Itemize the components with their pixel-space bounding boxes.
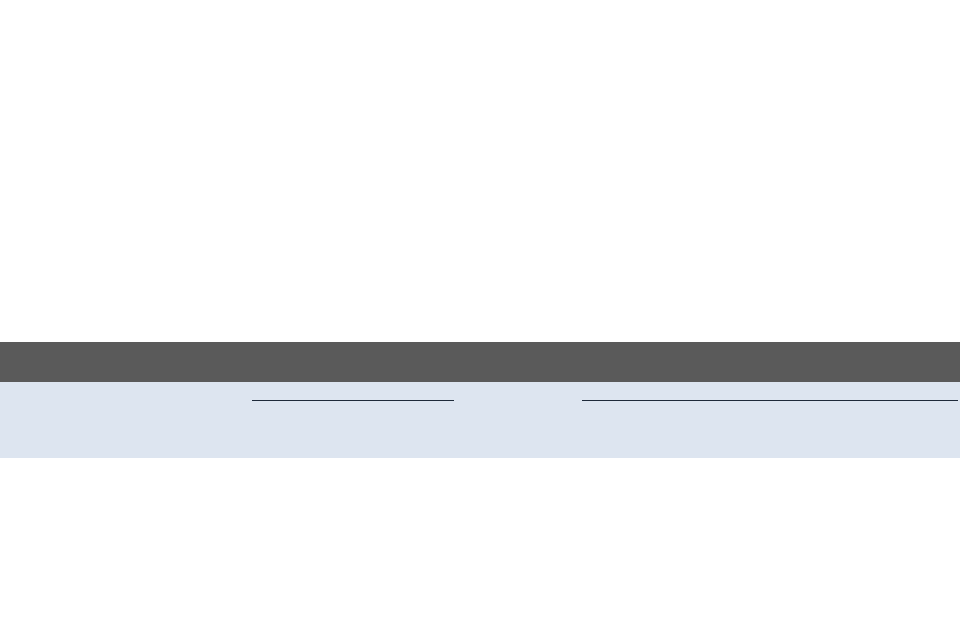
header-change (454, 382, 582, 458)
header-mgmt-group (582, 382, 958, 400)
header-renewal (150, 382, 252, 458)
header-privacy-default (252, 400, 356, 458)
header-privacy-group (252, 382, 454, 400)
header-transfer (582, 400, 782, 458)
national-table-header (0, 382, 960, 458)
header-period (80, 382, 150, 458)
header-notes (782, 400, 958, 458)
header-privacy-hide (356, 400, 454, 458)
header-extension (0, 382, 80, 458)
section-banner (0, 342, 960, 382)
